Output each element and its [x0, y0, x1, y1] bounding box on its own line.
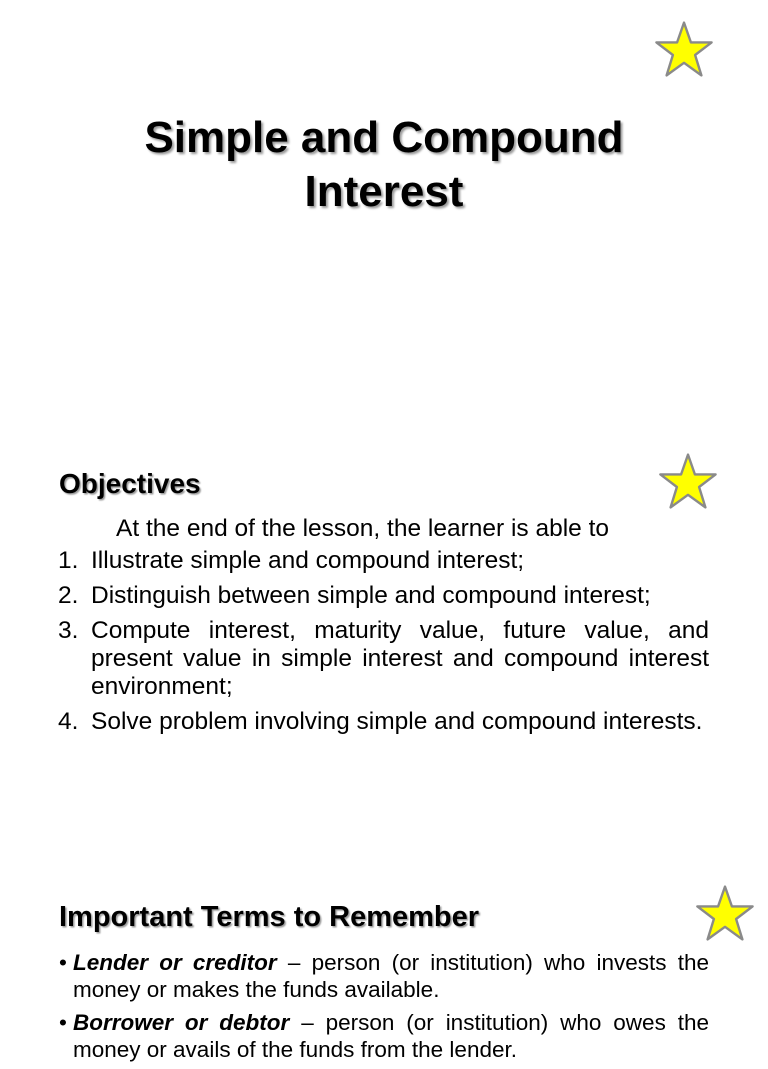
- list-item-number: 3.: [58, 617, 79, 644]
- list-item-number: 2.: [58, 582, 79, 609]
- term-name: Lender or creditor: [73, 950, 277, 975]
- term-definition: – person (or institution) who invests the money or makes the funds available.: [73, 950, 709, 1002]
- bullet: •: [59, 950, 67, 975]
- list-item-number: 1.: [58, 547, 79, 574]
- star-icon: [654, 20, 714, 78]
- slide-title-line-1: Simple and Compound: [144, 113, 624, 162]
- term-name: Borrower or debtor: [73, 1010, 290, 1035]
- star-icon: [658, 452, 718, 510]
- star-icon: [695, 884, 755, 942]
- terms-slide: [0, 870, 768, 1062]
- list-item-text: Solve problem involving simple and compound interests.: [91, 708, 703, 735]
- terms-list: [59, 949, 709, 1069]
- objectives-slide: [0, 445, 768, 870]
- list-item: [59, 949, 709, 1003]
- title-slide: [0, 0, 768, 445]
- list-item: [58, 547, 709, 575]
- objectives-list: [58, 547, 709, 743]
- slide-title: [0, 111, 768, 219]
- list-item-text: Distinguish between simple and compound interest;: [91, 582, 651, 609]
- list-item-number: 4.: [58, 708, 79, 735]
- list-item: [58, 617, 709, 701]
- term-definition: – person (or institution) who owes the money or avails of the funds from the lender.: [73, 1010, 709, 1062]
- objectives-heading: Objectives: [59, 468, 201, 499]
- list-item: [59, 1009, 709, 1063]
- list-item-text: Illustrate simple and compound interest;: [91, 547, 525, 574]
- list-item-text: Compute interest, maturity value, future value, and present value in simple interest and compound interest environment;: [91, 617, 709, 700]
- objectives-intro: At the end of the lesson, the learner is able to: [116, 515, 610, 542]
- list-item: [58, 582, 709, 610]
- terms-heading: Important Terms to Remember: [59, 901, 480, 933]
- bullet: •: [59, 1010, 67, 1035]
- list-item: [58, 708, 709, 736]
- slide-title-line-2: Interest: [304, 167, 464, 216]
